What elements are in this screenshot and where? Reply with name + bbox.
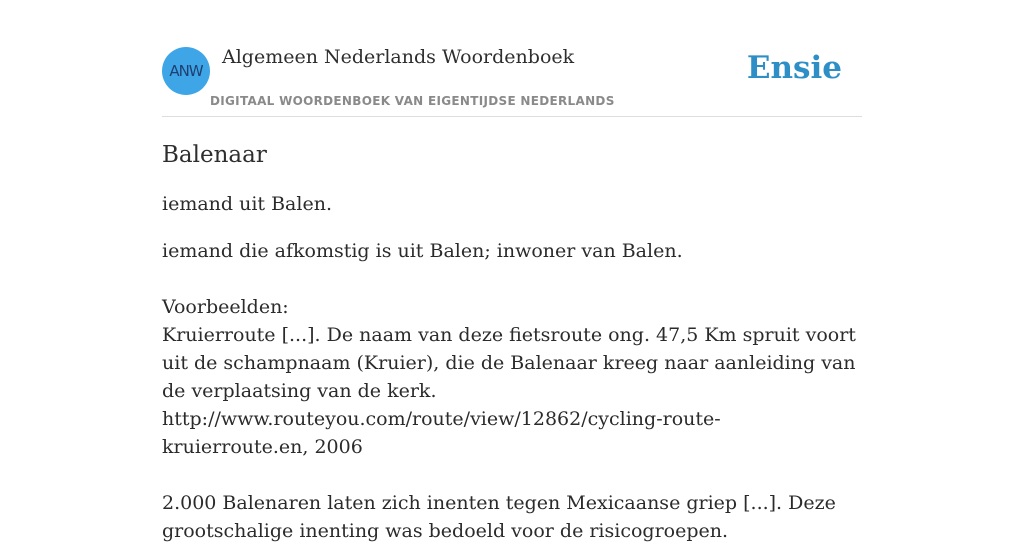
- example-source: http://www.routeyou.com/route/view/12862/cycling-route-kruierroute.en, 2006: [162, 408, 721, 458]
- site-header: [162, 0, 862, 117]
- site-title[interactable]: Algemeen Nederlands Woordenboek: [222, 46, 575, 68]
- example-text: 2.000 Balenaren laten zich inenten tegen Mexicaanse griep [...]. Deze grootschalige inenting was bedoeld voor de risicogroepen.: [162, 492, 836, 542]
- ensie-brand-link[interactable]: Ensie: [746, 50, 842, 86]
- site-subtitle: DIGITAAL WOORDENBOEK VAN EIGENTIJDSE NEDERLANDS: [210, 94, 615, 108]
- entry-content: [162, 138, 862, 545]
- entry-headword: Balenaar: [162, 142, 267, 168]
- anw-logo[interactable]: ANW: [162, 47, 210, 95]
- examples-section: [162, 293, 862, 545]
- example-spacer: [162, 461, 862, 489]
- long-definition: iemand die afkomstig is uit Balen; inwoner van Balen.: [162, 240, 683, 262]
- examples-label: Voorbeelden:: [162, 296, 289, 318]
- short-definition: iemand uit Balen.: [162, 193, 332, 215]
- example-text: Kruierroute [...]. De naam van deze fietsroute ong. 47,5 Km spruit voort uit de schampnaam (Kruier), die de Balenaar kreeg naar aanleiding van de verplaatsing van de kerk.: [162, 324, 856, 402]
